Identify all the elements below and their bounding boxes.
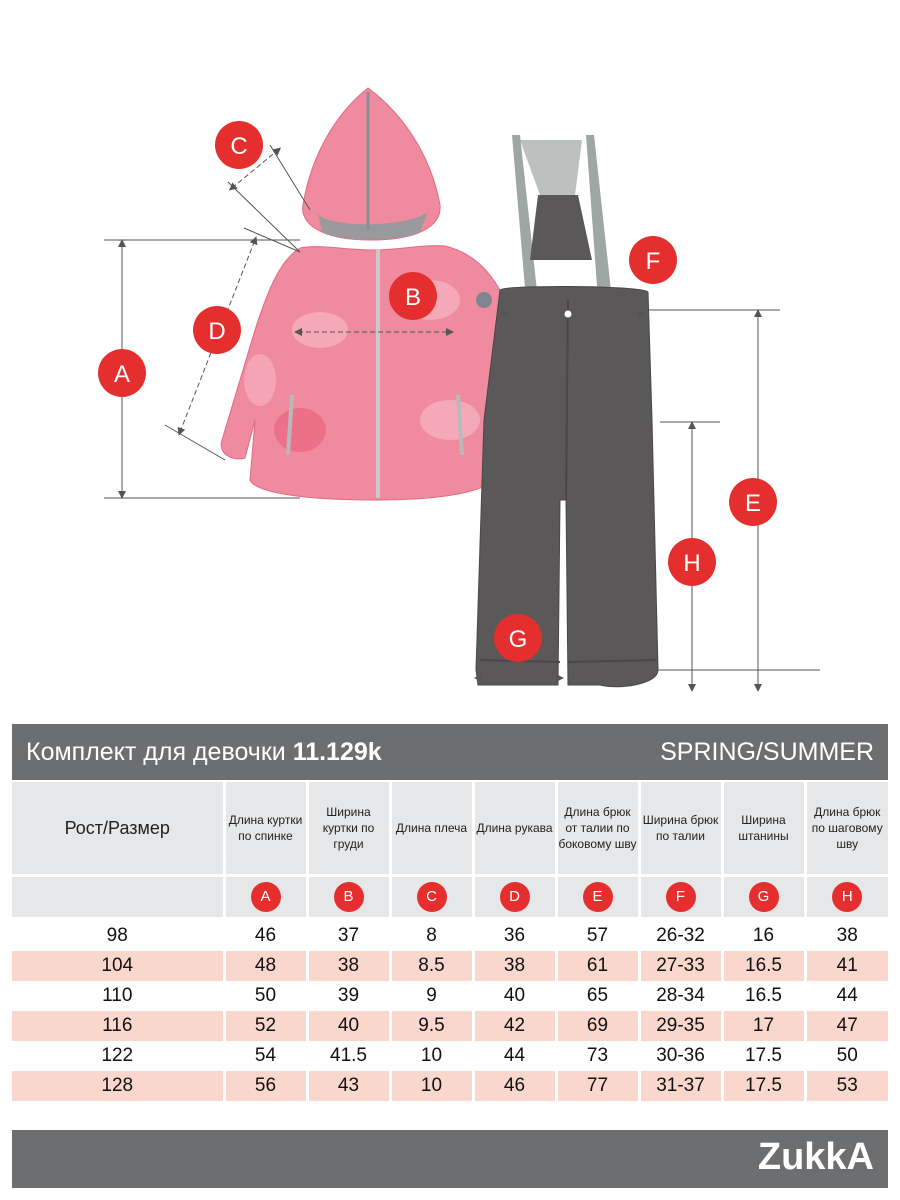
svg-text:C: C bbox=[230, 133, 248, 160]
article-number: 11.129k bbox=[292, 737, 382, 766]
svg-text:A: A bbox=[113, 361, 131, 388]
marker-g bbox=[494, 614, 542, 662]
header-leg-width: Ширина штанины bbox=[722, 782, 805, 876]
footer-bar bbox=[12, 1130, 888, 1188]
svg-text:B: B bbox=[404, 284, 422, 311]
svg-text:H: H bbox=[683, 550, 701, 577]
header-inseam-length: Длина брюк по шаговому шву bbox=[805, 782, 888, 876]
season-label: SPRING/SUMMER bbox=[660, 737, 874, 766]
size-table bbox=[12, 782, 888, 1101]
svg-text:E: E bbox=[744, 490, 762, 517]
badge-d: D bbox=[500, 882, 530, 912]
marker-h bbox=[668, 538, 716, 586]
product-title bbox=[26, 738, 382, 767]
badge-f: F bbox=[666, 882, 696, 912]
badge-g: G bbox=[749, 882, 779, 912]
table-row: 98 46 37 8 36 57 26-32 16 38 bbox=[12, 921, 888, 951]
header-pants-waist-width: Ширина брюк по талии bbox=[639, 782, 722, 876]
badge-c: C bbox=[417, 882, 447, 912]
marker-b bbox=[389, 272, 437, 320]
table-row: 122 54 41.5 10 44 73 30-36 17.5 50 bbox=[12, 1041, 888, 1071]
table-row: 116 52 40 9.5 42 69 29-35 17 47 bbox=[12, 1011, 888, 1041]
header-sleeve-length: Длина рукава bbox=[473, 782, 556, 876]
marker-c bbox=[215, 121, 263, 169]
pants-image bbox=[476, 135, 658, 687]
badge-e: E bbox=[583, 882, 613, 912]
marker-d bbox=[193, 306, 241, 354]
marker-f bbox=[629, 236, 677, 284]
badge-b: B bbox=[334, 882, 364, 912]
title-prefix: Комплект для девочки bbox=[26, 737, 286, 766]
svg-text:D: D bbox=[208, 318, 226, 345]
header-jacket-chest-width: Ширина куртки по груди bbox=[307, 782, 390, 876]
header-height-size: Рост/Размер bbox=[12, 782, 224, 876]
table-letter-row bbox=[12, 876, 888, 918]
brand-logo: ZukkA bbox=[757, 1136, 874, 1178]
header-pants-side-length: Длина брюк от талии по боковому шву bbox=[556, 782, 639, 876]
table-row: 104 48 38 8.5 38 61 27-33 16.5 41 bbox=[12, 951, 888, 981]
marker-a bbox=[98, 349, 146, 397]
badge-a: A bbox=[251, 882, 281, 912]
table-row: 128 56 43 10 46 77 31-37 17.5 53 bbox=[12, 1071, 888, 1101]
svg-text:F: F bbox=[645, 248, 661, 275]
header-jacket-length: Длина куртки по спинке bbox=[224, 782, 307, 876]
table-header-row bbox=[12, 782, 888, 876]
svg-text:G: G bbox=[508, 626, 528, 653]
title-bar bbox=[12, 724, 888, 780]
marker-e bbox=[729, 478, 777, 526]
table-row: 110 50 39 9 40 65 28-34 16.5 44 bbox=[12, 981, 888, 1011]
header-shoulder-length: Длина плеча bbox=[390, 782, 473, 876]
badge-h: H bbox=[832, 882, 862, 912]
